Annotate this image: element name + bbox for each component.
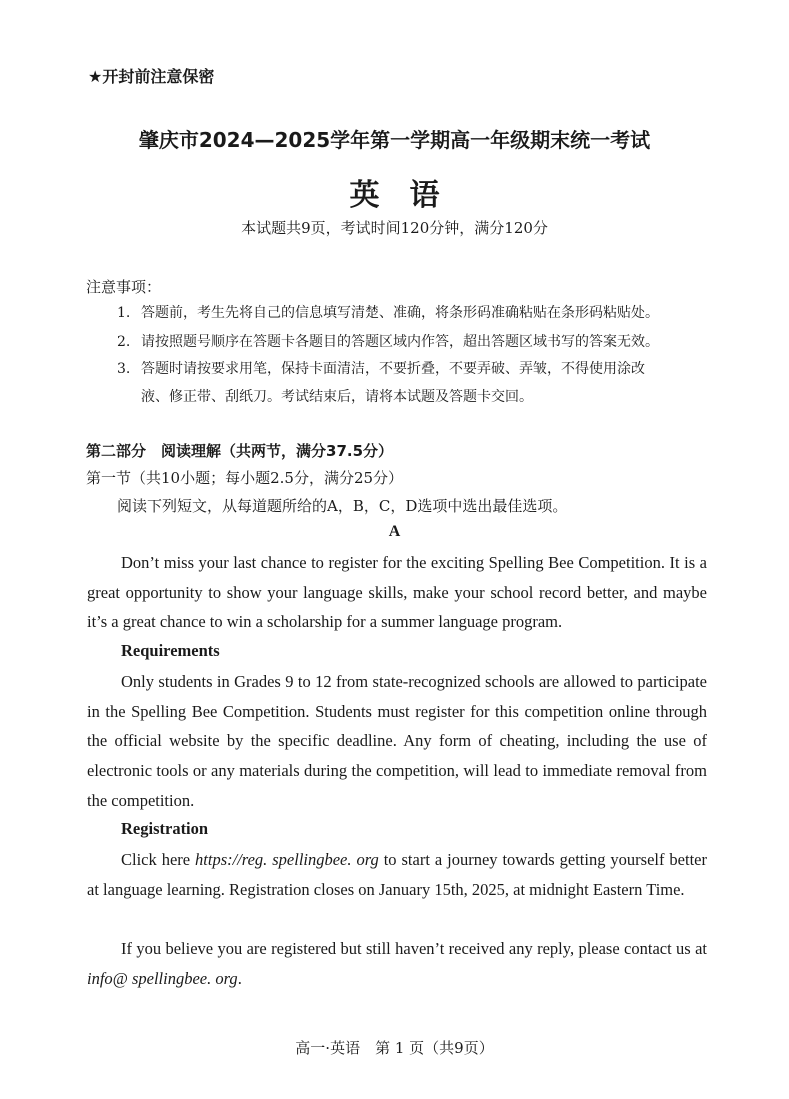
exam-info: 本试题共9页，考试时间120分钟，满分120分: [241, 219, 548, 237]
page-footer: 高一·英语 第 1 页（共9页）: [295, 1039, 494, 1057]
confidential-label: ★开封前注意保密: [88, 67, 215, 86]
paragraph-text: .: [237, 968, 242, 988]
passage-paragraph-3: [87, 845, 707, 904]
passage-paragraph-2: Only students in Grades 9 to 12 from state-recognized schools are allowed to participate in the Spelling Bee Competition. Students must register for this competition online through the official website by the specific deadline. Any form of cheating, including the use of electronic tools or any materials during the competition, will lead to immediate removal from the competition.: [87, 672, 707, 810]
requirements-heading: Requirements: [121, 641, 220, 660]
notice-item-3-continued: 液、修正带、刮纸刀。考试结束后，请将本试题及答题卡交回。: [141, 389, 533, 405]
passage-paragraph-4: [87, 934, 707, 993]
registration-url: https://reg. spellingbee. org: [195, 850, 379, 869]
section-title: 第一节（共10小题；每小题2.5分，满分25分）: [86, 469, 404, 487]
passage-label: A: [388, 523, 401, 540]
registration-heading: Registration: [121, 819, 209, 838]
notice-item-3: [117, 358, 645, 378]
notice-item-text: 请按照题号顺序在答题卡各题目的答题区域内作答，超出答题区域书写的答案无效。: [141, 334, 659, 350]
paragraph-text: Click here: [121, 850, 196, 869]
notice-title: 注意事项：: [86, 278, 162, 296]
notice-item-number: 2.: [117, 334, 131, 350]
notice-item-1: [117, 302, 659, 322]
instruction-text: 阅读下列短文，从每道题所给的A，B，C，D选项中选出最佳选项。: [117, 497, 568, 515]
subject-title: 英语: [349, 178, 470, 213]
notice-item-number: 3.: [117, 361, 131, 377]
passage-paragraph-1: Don’t miss your last chance to register for the exciting Spelling Bee Competition. It is a great opportunity to show your language skills, make your school record better, and maybe it’s a great chance to win a scholarship for a summer language program.: [87, 553, 707, 632]
exam-title: 肇庆市2024—2025学年第一学期高一年级期末统一考试: [138, 128, 651, 152]
paragraph-text: If you believe you are registered but still haven’t received any reply, please contact us at: [121, 939, 707, 958]
paragraph-text: to start a journey towards getting yourself better at language learning. Registration closes on January 15th, 2025, at midnight Eastern Time.: [87, 850, 707, 899]
notice-item-number: 1.: [117, 305, 131, 321]
notice-item-2: [117, 331, 659, 351]
notice-item-text: 答题时请按要求用笔，保持卡面清洁，不要折叠，不要弄破、弄皱，不得使用涂改: [141, 361, 645, 377]
notice-item-text: 答题前，考生先将自己的信息填写清楚、准确，将条形码准确粘贴在条形码粘贴处。: [141, 305, 659, 321]
part-title: 第二部分 阅读理解（共两节，满分37.5分）: [86, 442, 394, 460]
contact-email: info@ spellingbee. org: [87, 968, 238, 988]
